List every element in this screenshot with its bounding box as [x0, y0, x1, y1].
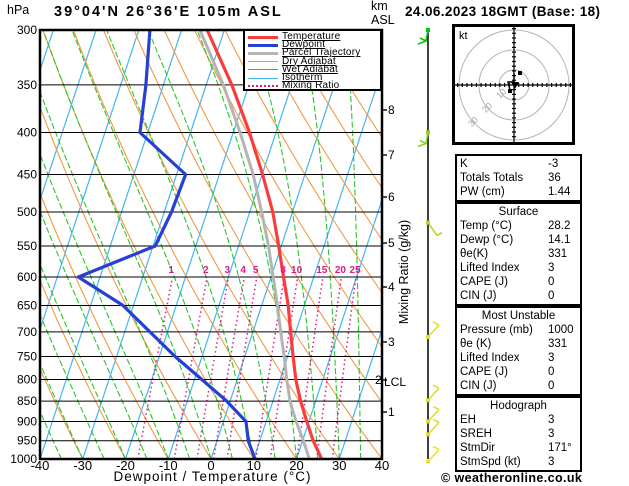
- svg-text:20: 20: [480, 100, 495, 115]
- row-label: CAPE (J): [460, 276, 508, 288]
- svg-text:0: 0: [207, 458, 215, 473]
- row-value: 1.44: [548, 186, 571, 198]
- svg-text:2: 2: [375, 373, 382, 387]
- svg-text:-30: -30: [73, 458, 93, 473]
- svg-text:700: 700: [16, 324, 37, 339]
- svg-text:10: 10: [494, 86, 509, 101]
- svg-text:500: 500: [16, 205, 37, 220]
- legend-swatch-parcel-trajectory: [248, 52, 278, 55]
- row-value: 1000: [548, 324, 574, 336]
- svg-text:300: 300: [16, 23, 37, 37]
- svg-text:800: 800: [16, 372, 37, 387]
- row-label: CIN (J): [460, 380, 497, 392]
- panel-surface: [455, 202, 582, 306]
- svg-text:-10: -10: [158, 458, 178, 473]
- svg-text:750: 750: [16, 349, 37, 364]
- svg-text:1: 1: [168, 265, 174, 276]
- table-row: [460, 413, 577, 427]
- row-value: 28.2: [548, 220, 571, 232]
- svg-text:450: 450: [16, 167, 37, 182]
- legend-item: [248, 82, 380, 90]
- table-row: [460, 289, 577, 303]
- row-label: Dewp (°C): [460, 234, 514, 246]
- row-label: K: [460, 158, 468, 170]
- altitude-unit-asl: ASL: [371, 12, 395, 27]
- copyright: © weatheronline.co.uk: [441, 471, 583, 485]
- legend-label: Wet Adiabat: [282, 63, 338, 75]
- svg-text:4: 4: [240, 265, 246, 276]
- legend-label: Mixing Ratio: [282, 80, 340, 92]
- panel-title: Hodograph: [490, 400, 547, 412]
- svg-text:400: 400: [16, 125, 37, 140]
- row-value: 0: [548, 290, 555, 302]
- svg-text:30: 30: [332, 458, 347, 473]
- row-label: Lifted Index: [460, 262, 520, 274]
- panel-hodograph: [455, 396, 582, 472]
- wind-barb-column: [418, 28, 442, 463]
- table-row: [460, 427, 577, 441]
- altitude-unit-km: km: [371, 0, 388, 13]
- legend-label: Isotherm: [282, 72, 323, 84]
- legend-swatch-isotherm: [248, 78, 278, 79]
- row-label: Temp (°C): [460, 220, 512, 232]
- pressure-tick-labels: [10, 23, 37, 466]
- table-row: [460, 455, 577, 469]
- svg-text:-40: -40: [30, 458, 50, 473]
- table-row: [460, 323, 577, 337]
- svg-text:900: 900: [16, 414, 37, 429]
- legend-swatch-dry-adiabat: [248, 61, 278, 62]
- row-label: CAPE (J): [460, 366, 508, 378]
- legend-label: Temperature: [282, 31, 341, 43]
- table-row: [460, 247, 577, 261]
- table-row: [460, 441, 577, 455]
- km-ticks: [375, 103, 395, 419]
- svg-text:350: 350: [16, 77, 37, 92]
- hodograph-marker: [518, 71, 522, 75]
- mixing-ratio-axis-label: Mixing Ratio (g/kg): [397, 219, 411, 325]
- legend-label: Dry Adiabat: [282, 55, 336, 67]
- table-row: [460, 365, 577, 379]
- svg-text:850: 850: [16, 394, 37, 409]
- row-value: 0: [548, 380, 555, 392]
- row-label: Pressure (mb): [460, 324, 533, 336]
- table-row: [460, 219, 577, 233]
- svg-text:-20: -20: [116, 458, 135, 473]
- hodograph-ring-labels: [466, 86, 508, 128]
- row-value: 14.1: [548, 234, 571, 246]
- row-value: 3: [548, 414, 555, 426]
- svg-text:20: 20: [289, 458, 304, 473]
- svg-text:25: 25: [349, 265, 361, 276]
- table-row: [460, 233, 577, 247]
- table-row: [460, 379, 577, 393]
- legend: [243, 29, 382, 91]
- svg-text:950: 950: [16, 433, 37, 448]
- row-label: EH: [460, 414, 476, 426]
- row-value: 331: [548, 338, 568, 350]
- row-value: 331: [548, 248, 568, 260]
- hodograph: [450, 22, 580, 148]
- svg-text:10: 10: [246, 458, 261, 473]
- svg-text:1000: 1000: [10, 452, 37, 466]
- svg-text:30: 30: [465, 114, 481, 129]
- svg-text:5: 5: [252, 265, 259, 276]
- svg-text:5: 5: [388, 236, 395, 250]
- pressure-axis-unit: hPa: [7, 3, 30, 17]
- row-value: 3: [548, 352, 555, 364]
- plot-border: [40, 30, 382, 459]
- row-value: 3: [548, 428, 555, 440]
- table-row: [460, 185, 577, 199]
- svg-text:1: 1: [388, 405, 395, 419]
- table-row: [460, 171, 577, 185]
- panel-most-unstable: [455, 306, 582, 396]
- svg-text:6: 6: [388, 190, 395, 204]
- row-label: StmDir: [460, 442, 496, 454]
- row-label: θe(K): [460, 248, 489, 260]
- row-value: 0: [548, 276, 555, 288]
- row-label: SREH: [460, 428, 492, 440]
- svg-text:7: 7: [388, 148, 395, 162]
- row-value: 36: [548, 172, 561, 184]
- legend-swatch-temperature: [248, 36, 278, 39]
- hodograph-unit-label: kt: [459, 30, 468, 42]
- row-label: Lifted Index: [460, 352, 520, 364]
- svg-text:8: 8: [280, 265, 286, 276]
- row-value: 3: [548, 262, 555, 274]
- svg-text:15: 15: [316, 265, 328, 276]
- svg-text:8: 8: [388, 103, 395, 117]
- row-value: 171°: [548, 442, 572, 454]
- svg-text:20: 20: [334, 265, 346, 276]
- table-row: [460, 261, 577, 275]
- svg-text:600: 600: [16, 269, 37, 284]
- svg-text:650: 650: [16, 298, 37, 313]
- legend-swatch-wet-adiabat: [248, 69, 278, 70]
- table-row: [460, 337, 577, 351]
- x-axis-label: Dewpoint / Temperature (°C): [113, 469, 312, 484]
- svg-text:40: 40: [374, 458, 390, 473]
- svg-text:3: 3: [388, 335, 395, 349]
- row-label: θe (K): [460, 338, 492, 350]
- row-value: 3: [548, 456, 555, 468]
- legend-label: Dewpoint: [282, 39, 326, 51]
- legend-swatch-dewpoint: [248, 44, 278, 47]
- svg-text:2: 2: [203, 265, 209, 276]
- station-title: 39°04'N 26°36'E 105m ASL: [54, 4, 283, 20]
- hodograph-marker: [508, 89, 512, 93]
- table-row: [460, 351, 577, 365]
- svg-text:550: 550: [16, 238, 37, 253]
- svg-text:3: 3: [224, 265, 231, 276]
- legend-label: Parcel Trajectory: [282, 47, 361, 59]
- panel-indices: [455, 154, 582, 202]
- row-label: PW (cm): [460, 186, 505, 198]
- row-label: CIN (J): [460, 290, 497, 302]
- row-value: 0: [548, 366, 555, 378]
- table-row: [460, 275, 577, 289]
- svg-text:10: 10: [291, 265, 303, 276]
- svg-text:4: 4: [388, 280, 395, 294]
- table-row: [460, 157, 577, 171]
- row-value: -3: [548, 158, 559, 170]
- lcl-label: LCL: [384, 375, 407, 389]
- row-label: StmSpd (kt): [460, 456, 521, 468]
- panel-title: Surface: [498, 206, 539, 218]
- panel-title: Most Unstable: [481, 310, 556, 322]
- legend-swatch-mixing-ratio: [248, 85, 278, 87]
- row-label: Totals Totals: [460, 172, 524, 184]
- datetime-title: 24.06.2023 18GMT (Base: 18): [405, 4, 601, 19]
